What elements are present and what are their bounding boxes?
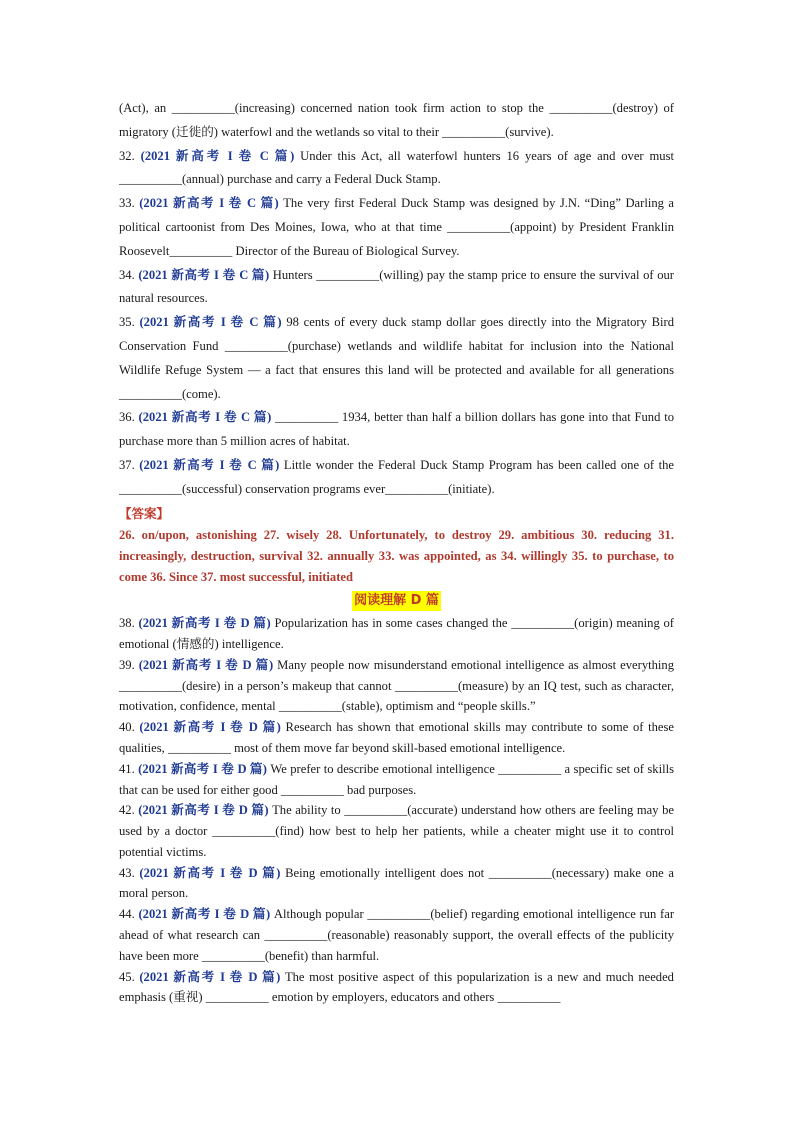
- question-source: (2021 新高考 I 卷 D 篇): [138, 803, 269, 818]
- question-33: [119, 192, 674, 263]
- question-source: (2021 新高考 I 卷 C 篇): [138, 267, 270, 282]
- question-text: 98 cents of every duck stamp dollar goes directly into the Migratory Bird Conservation Fund __________(purchase) wetlands and wildlife habitat for inclusion into the National Wildlife Refuge System — a fact that ensures this land will be protected and available for all generations __________(come).: [119, 315, 674, 401]
- question-source: (2021 新高考 I 卷 D 篇): [138, 907, 271, 922]
- question-text: Research has shown that emotional skills may contribute to some of these qualities, __________ most of them move far beyond skill-based emotional intelligence.: [119, 720, 675, 755]
- question-text: Being emotionally intelligent does not __________(necessary) make one a moral person.: [119, 865, 674, 901]
- question-42: [119, 800, 674, 862]
- question-number: 36.: [119, 410, 139, 425]
- question-34: [119, 264, 674, 312]
- question-number: 34.: [119, 267, 139, 282]
- question-source: (2021 新高考 I 卷 D 篇): [139, 865, 281, 880]
- question-source: (2021 新高考 I 卷 D 篇): [139, 969, 281, 984]
- section-title: 阅读理解 D 篇: [352, 591, 441, 611]
- answer-heading: 【答案】: [119, 505, 170, 521]
- question-source: (2021 新高考 I 卷 D 篇): [138, 616, 271, 631]
- question-text: Under this Act, all waterfowl hunters 16 years of age and over must __________(annual) purchase and carry a Federal Duck Stamp.: [119, 148, 675, 187]
- question-number: 43.: [119, 865, 140, 880]
- question-source: (2021 新高考 I 卷 C 篇): [139, 315, 282, 330]
- question-text: Popularization has in some cases changed the __________(origin) meaning of emotional (情感的) intelligence.: [119, 616, 674, 651]
- question-number: 40.: [119, 720, 140, 735]
- question-41: [119, 759, 674, 801]
- section-d-questions: [119, 613, 674, 1008]
- question-source: (2021 新高考 I 卷 D 篇): [138, 761, 267, 776]
- question-number: 33.: [119, 196, 140, 211]
- question-36: [119, 406, 674, 454]
- question-text: We prefer to describe emotional intelligence __________ a specific set of skills that can be used for either good __________ bad purposes.: [119, 761, 674, 797]
- question-source: (2021 新高考 I 卷 C 篇): [139, 196, 279, 211]
- question-number: 38.: [119, 616, 139, 631]
- question-text: The ability to __________(accurate) understand how others are feeling may be used by a doctor __________(find) how best to help her patients, while a cheater might use it to control potential victims.: [119, 803, 674, 859]
- question-source: (2021 新高考 I 卷 C 篇): [138, 410, 272, 425]
- question-text: Many people now misunderstand emotional intelligence as almost everything __________(desire) in a person’s makeup that cannot __________(measure) by an IQ test, such as character, motivation, confidence, mental __________(stable), optimism and “people skills.”: [119, 657, 675, 714]
- question-text: The most positive aspect of this popularization is a new and much needed emphasis (重视) __________ emotion by employers, educators and others __________: [119, 969, 674, 1005]
- question-source: (2021 新高考 I 卷 D 篇): [139, 720, 281, 735]
- section-header: [119, 589, 674, 613]
- question-35: [119, 311, 674, 406]
- question-39: [119, 655, 674, 717]
- question-43: [119, 863, 674, 905]
- question-source: (2021 新高考 I 卷 D 篇): [138, 657, 274, 672]
- question-text: The very first Federal Duck Stamp was designed by J.N. “Ding” Darling a political cartoonist from Des Moines, Iowa, who at that time __________(appoint) by President Franklin Roosevelt__________ Director of the Bureau of Biological Survey.: [119, 196, 674, 258]
- question-number: 37.: [119, 457, 140, 472]
- answer-key: 26. on/upon, astonishing 27. wisely 28. Unfortunately, to destroy 29. ambitious 30. reducing 31. increasingly, destruction, survival 32. annually 33. was appointed, as 34. willingly 35. to purchase, to come 36. Since 37. most successful, initiated: [119, 528, 674, 584]
- question-32: [119, 145, 674, 193]
- question-40: [119, 717, 674, 759]
- q31-text: (Act), an __________(increasing) concerned nation took firm action to stop the __________(destroy) of migratory (迁徙的) waterfowl and the wetlands so vital to their __________(survive).: [119, 101, 674, 139]
- q31-continuation: [119, 97, 674, 145]
- question-number: 42.: [119, 803, 139, 818]
- question-number: 39.: [119, 657, 139, 672]
- question-source: (2021 新高考 I 卷 C 篇): [140, 148, 295, 163]
- question-44: [119, 904, 674, 966]
- question-source: (2021 新高考 I 卷 C 篇): [139, 457, 280, 472]
- question-number: 35.: [119, 315, 140, 330]
- question-text: Hunters __________(willing) pay the stamp price to ensure the survival of our natural resources.: [119, 267, 674, 306]
- question-number: 45.: [119, 969, 140, 984]
- question-number: 44.: [119, 907, 139, 922]
- document-body: [119, 97, 674, 1008]
- question-number: 41.: [119, 761, 139, 776]
- question-37: [119, 454, 674, 502]
- question-text: __________ 1934, better than half a billion dollars has gone into that Fund to purchase more than 5 million acres of habitat.: [119, 410, 674, 449]
- question-45: [119, 967, 674, 1009]
- question-38: [119, 613, 674, 655]
- question-text: Although popular __________(belief) regarding emotional intelligence run far ahead of what research can __________(reasonable) reasonably support, the overall effects of the publicity have been more __________(benefit) than harmful.: [119, 907, 675, 963]
- question-number: 32.: [119, 148, 141, 163]
- question-text: Little wonder the Federal Duck Stamp Program has been called one of the __________(successful) conservation programs ever__________(initiate).: [119, 457, 674, 496]
